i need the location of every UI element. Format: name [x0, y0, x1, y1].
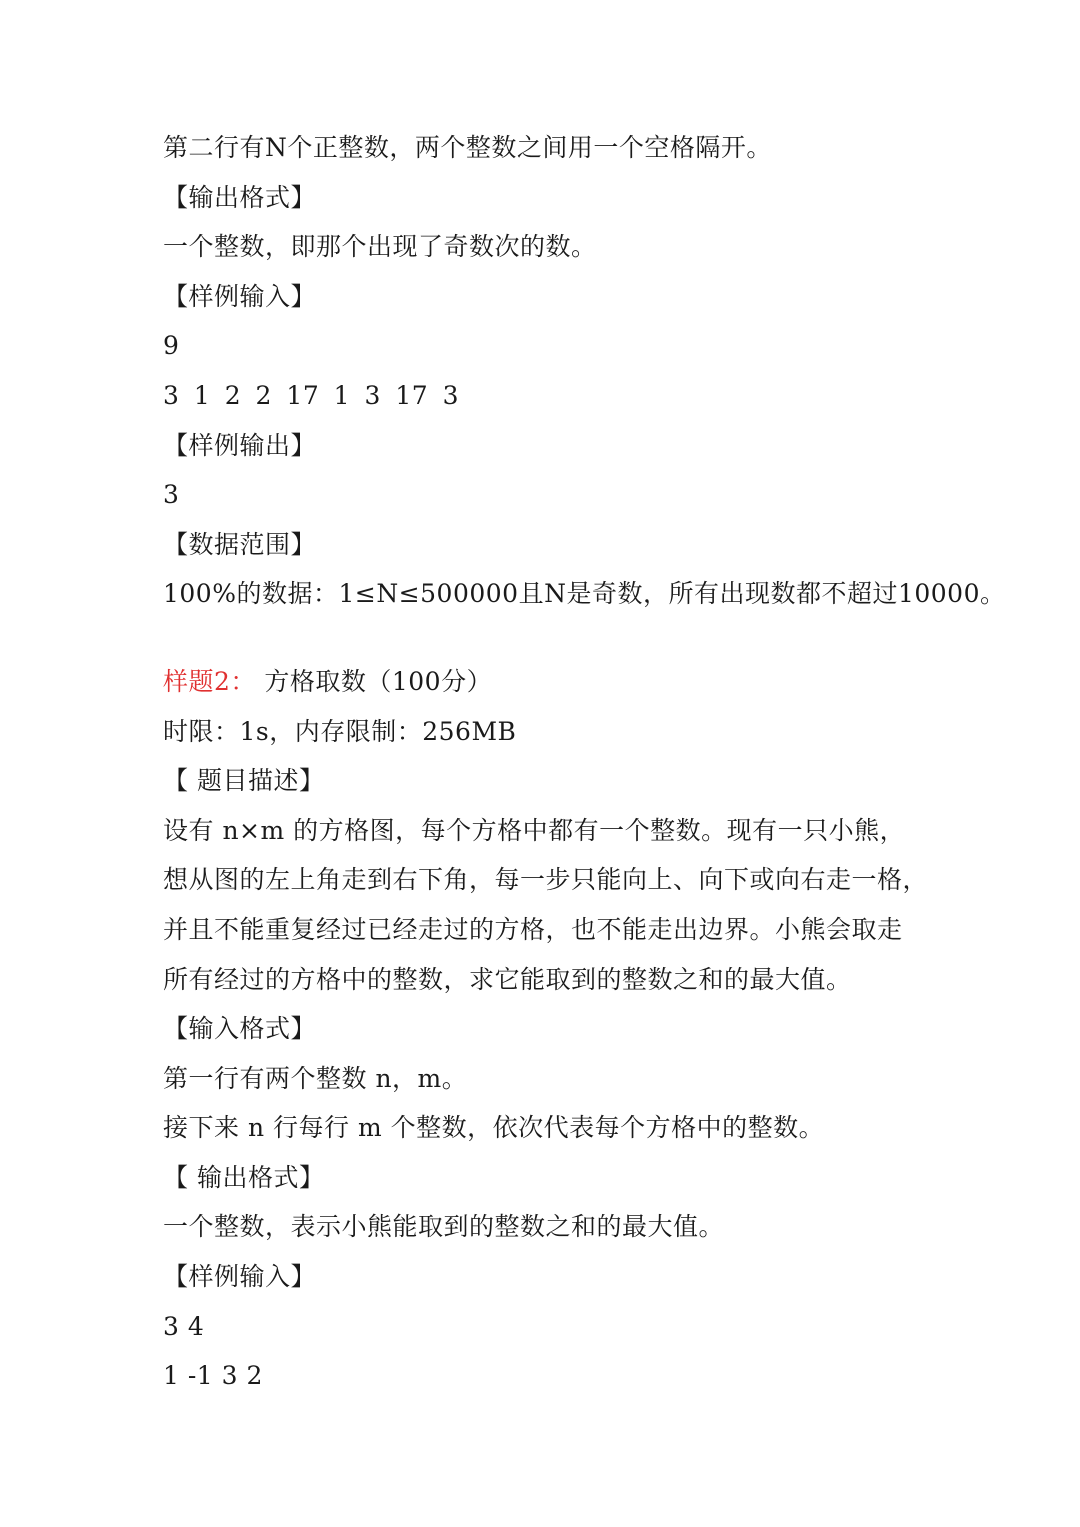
- sample-output-line: 3: [163, 480, 180, 510]
- section-heading-description: 【 题目描述】: [163, 766, 325, 796]
- text-line: 第二行有N个正整数，两个整数之间用一个空格隔开。: [163, 133, 772, 162]
- section-gap: [163, 619, 1023, 657]
- section-heading-input-format: 【输入格式】: [163, 1014, 317, 1044]
- section-heading-output-format: 【 输出格式】: [163, 1162, 325, 1192]
- limits-text: 时限：1s，内存限制：256MB: [163, 716, 517, 746]
- data-range-text: 100%的数据：1≤N≤500000且N是奇数，所有出现数都不超过10000。: [163, 579, 1006, 609]
- section-heading-sample-input: 【样例输入】: [163, 281, 317, 311]
- sample-input-line: 3 1 2 2 17 1 3 17 3: [163, 380, 460, 410]
- sample-input-line: 1 -1 3 2: [163, 1361, 263, 1391]
- text-line: 一个整数，即那个出现了奇数次的数。: [163, 232, 597, 262]
- section-heading-sample-output: 【样例输出】: [163, 430, 317, 460]
- input-format-line: 接下来 n 行每行 m 个整数，依次代表每个方格中的整数。: [163, 1113, 825, 1143]
- input-format-line: 第一行有两个整数 n，m。: [163, 1063, 468, 1093]
- section-heading-sample-input: 【样例输入】: [163, 1262, 317, 1292]
- output-format-line: 一个整数，表示小熊能取到的整数之和的最大值。: [163, 1212, 725, 1242]
- description-line: 想从图的左上角走到右下角，每一步只能向上、向下或向右走一格，: [163, 865, 929, 895]
- section-heading-data-range: 【数据范围】: [163, 529, 317, 559]
- problem-label: 样题2：: [163, 666, 256, 696]
- section-heading-output-format: 【输出格式】: [163, 182, 317, 212]
- description-line: 设有 n×m 的方格图，每个方格中都有一个整数。现有一只小熊，: [163, 815, 906, 845]
- problem-title: 方格取数（100分）: [255, 666, 493, 696]
- problem-heading: [163, 657, 1023, 707]
- sample-input-line: 9: [163, 331, 180, 361]
- description-line: 所有经过的方格中的整数，求它能取到的整数之和的最大值。: [163, 964, 852, 994]
- sample-input-line: 3 4: [163, 1311, 205, 1341]
- document-page: [163, 123, 1023, 1401]
- description-line: 并且不能重复经过已经走过的方格，也不能走出边界。小熊会取走: [163, 914, 903, 944]
